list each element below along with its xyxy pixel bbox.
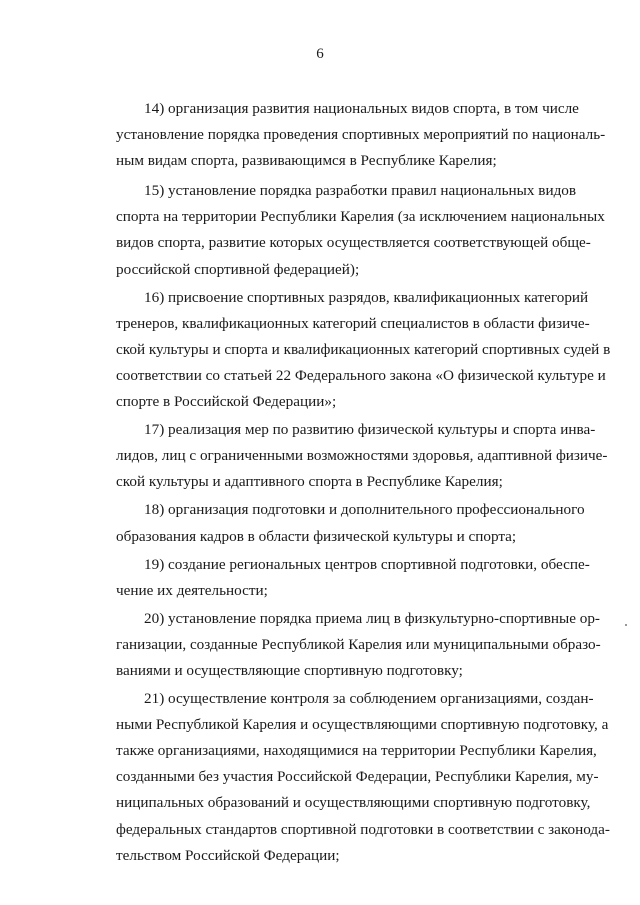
paragraph-line: созданными без участия Российской Федерации, Республики Карелия, му-: [116, 768, 599, 786]
paragraph-item: [116, 686, 610, 869]
paragraph-line: 20) установление порядка приема лиц в физкультурно-спортивные ор-: [144, 609, 600, 627]
paragraph-line: ниципальных образований и осуществляющими спортивную подготовку,: [116, 794, 591, 812]
paragraph-item: [116, 178, 605, 282]
paragraph-line: 16) присвоение спортивных разрядов, квалификационных категорий: [144, 288, 589, 306]
paragraph-item: [116, 552, 590, 604]
paragraph-line: спорте в Российской Федерации»;: [116, 393, 337, 411]
paragraph-line: установление порядка проведения спортивных мероприятий по националь-: [116, 126, 606, 144]
scan-artifact-dot: [625, 624, 627, 626]
paragraph-line: образования кадров в области физической культуры и спорта;: [116, 527, 517, 545]
paragraph-item: [116, 285, 611, 415]
paragraph-line: спорта на территории Республики Карелия (за исключением национальных: [116, 208, 605, 226]
paragraph-line: 14) организация развития национальных видов спорта, в том числе: [144, 100, 579, 117]
paragraph-item: [116, 96, 606, 174]
paragraph-line: ваниями и осуществляющие спортивную подготовку;: [116, 661, 463, 679]
paragraph-line: 18) организация подготовки и дополнительного профессионального: [144, 501, 585, 519]
paragraph-line: лидов, лиц с ограниченными возможностями здоровья, адаптивной физиче-: [116, 447, 608, 465]
paragraph-line: ской культуры и спорта и квалификационных категорий спортивных судей в: [116, 340, 611, 358]
paragraph-line: 21) осуществление контроля за соблюдением организациями, создан-: [144, 690, 594, 708]
paragraph-line: видов спорта, развитие которых осуществляется соответствующей обще-: [116, 234, 591, 252]
document-body: [116, 96, 611, 869]
paragraph-line: ганизации, созданные Республикой Карелия или муниципальными образо-: [116, 635, 601, 653]
paragraph-line: ным видам спорта, развивающимся в Республике Карелия;: [116, 152, 497, 170]
paragraph-line: 17) реализация мер по развитию физической культуры и спорта инва-: [144, 421, 596, 439]
paragraph-line: 15) установление порядка разработки правил национальных видов: [144, 182, 577, 200]
paragraph-line: ными Республикой Карелия и осуществляющими спортивную подготовку, а: [116, 716, 609, 734]
paragraph-line: соответствии со статьей 22 Федерального закона «О физической культуре и: [116, 366, 606, 384]
paragraph-line: тельством Российской Федерации;: [116, 846, 340, 864]
paragraph-line: также организациями, находящимися на территории Республики Карелия,: [116, 742, 597, 760]
paragraph-line: ской культуры и адаптивного спорта в Республике Карелия;: [116, 473, 503, 491]
paragraph-item: [116, 606, 601, 684]
page-number: 6: [316, 46, 324, 62]
paragraph-line: тренеров, квалификационных категорий специалистов в области физиче-: [116, 314, 590, 332]
paragraph-line: чение их деятельности;: [116, 581, 268, 599]
paragraph-line: федеральных стандартов спортивной подготовки в соответствии с законода-: [116, 820, 610, 838]
paragraph-line: российской спортивной федерацией);: [116, 260, 360, 278]
paragraph-item: [116, 417, 608, 495]
paragraph-item: [116, 497, 585, 549]
paragraph-line: 19) создание региональных центров спортивной подготовки, обеспе-: [144, 555, 590, 573]
